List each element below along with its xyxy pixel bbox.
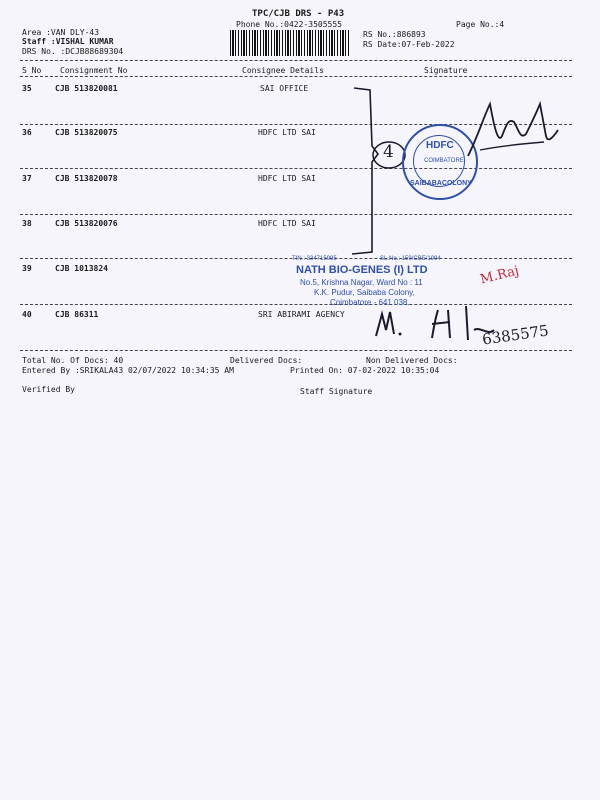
page-number: Page No.:4 <box>456 20 505 29</box>
divider <box>20 168 572 169</box>
report-title: TPC/CJB DRS - P43 <box>252 9 345 19</box>
divider <box>20 76 572 77</box>
row-consignee: HDFC LTD SAI <box>258 128 316 137</box>
row-consignee: SRI ABIRAMI AGENCY <box>258 310 345 319</box>
rs-number: RS No.:886893 <box>363 30 426 39</box>
stamp-address-3: Coimbatore - 641 038. <box>330 298 410 307</box>
handwritten-name: M.Raj <box>478 263 521 288</box>
verified-by: Verified By <box>22 385 75 394</box>
stamp-sl: SL.No.: 159/CBE/1994 <box>380 256 441 262</box>
divider <box>20 60 572 61</box>
row-consignee: HDFC LTD SAI <box>258 219 316 228</box>
hdfc-stamp-bottom: SAIBABACOLONY <box>410 180 472 187</box>
col-consignment-header: Consignment No <box>60 66 128 75</box>
divider <box>20 214 572 215</box>
row-consignee: SAI OFFICE <box>260 84 309 93</box>
handwritten-phone: 6385575 <box>481 321 550 349</box>
row-consignment: CJB 86311 <box>55 310 99 319</box>
col-signature-header: Signature <box>424 66 468 75</box>
row-sno: 38 <box>22 219 32 228</box>
printed-on: Printed On: 07-02-2022 10:35:04 <box>290 366 440 375</box>
drs-number: DRS No. :DCJB88689304 <box>22 47 124 56</box>
barcode <box>230 30 350 56</box>
row-sno: 35 <box>22 84 32 93</box>
divider <box>20 350 572 351</box>
handwritten-signature <box>460 96 560 166</box>
stamp-tin: TIN : 334715995 <box>292 256 337 262</box>
staff-signature-label: Staff Signature <box>300 387 373 396</box>
bracket-mark <box>344 84 394 264</box>
row-consignee: HDFC LTD SAI <box>258 174 316 183</box>
col-consignee-header: Consignee Details <box>242 66 324 75</box>
area: Area :VAN DLY-43 <box>22 28 100 37</box>
hdfc-stamp-top: HDFC <box>426 140 454 151</box>
total-docs: Total No. Of Docs: 40 <box>22 356 124 365</box>
row-sno: 36 <box>22 128 32 137</box>
row-sno: 37 <box>22 174 32 183</box>
phone-number: Phone No.:0422-3505555 <box>236 20 342 29</box>
row-consignment: CJB 513820075 <box>55 128 118 137</box>
row-consignment: CJB 513820078 <box>55 174 118 183</box>
stamp-company-name: NATH BIO-GENES (I) LTD <box>296 264 428 276</box>
entered-by: Entered By :SRIKALA43 02/07/2022 10:34:35 AM <box>22 366 234 375</box>
stamp-address-2: K.K. Pudur, Saibaba Colony, <box>314 288 415 297</box>
circled-number: 4 <box>383 142 394 162</box>
non-delivered-docs: Non Delivered Docs: <box>366 356 458 365</box>
delivered-docs: Delivered Docs: <box>230 356 303 365</box>
col-sno-header: S No <box>22 66 42 75</box>
row-sno: 39 <box>22 264 32 273</box>
row-consignment: CJB 1013824 <box>55 264 108 273</box>
staff-name: Staff :VISHAL KUMAR <box>22 37 114 46</box>
stamp-address-1: No.5, Krishna Nagar, Ward No : 11 <box>300 278 423 287</box>
hdfc-stamp-right: COIMBATORE <box>424 158 464 164</box>
row-consignment: CJB 513820076 <box>55 219 118 228</box>
row-sno: 40 <box>22 310 32 319</box>
rs-date: RS Date:07-Feb-2022 <box>363 40 455 49</box>
row-consignment: CJB 513820081 <box>55 84 118 93</box>
